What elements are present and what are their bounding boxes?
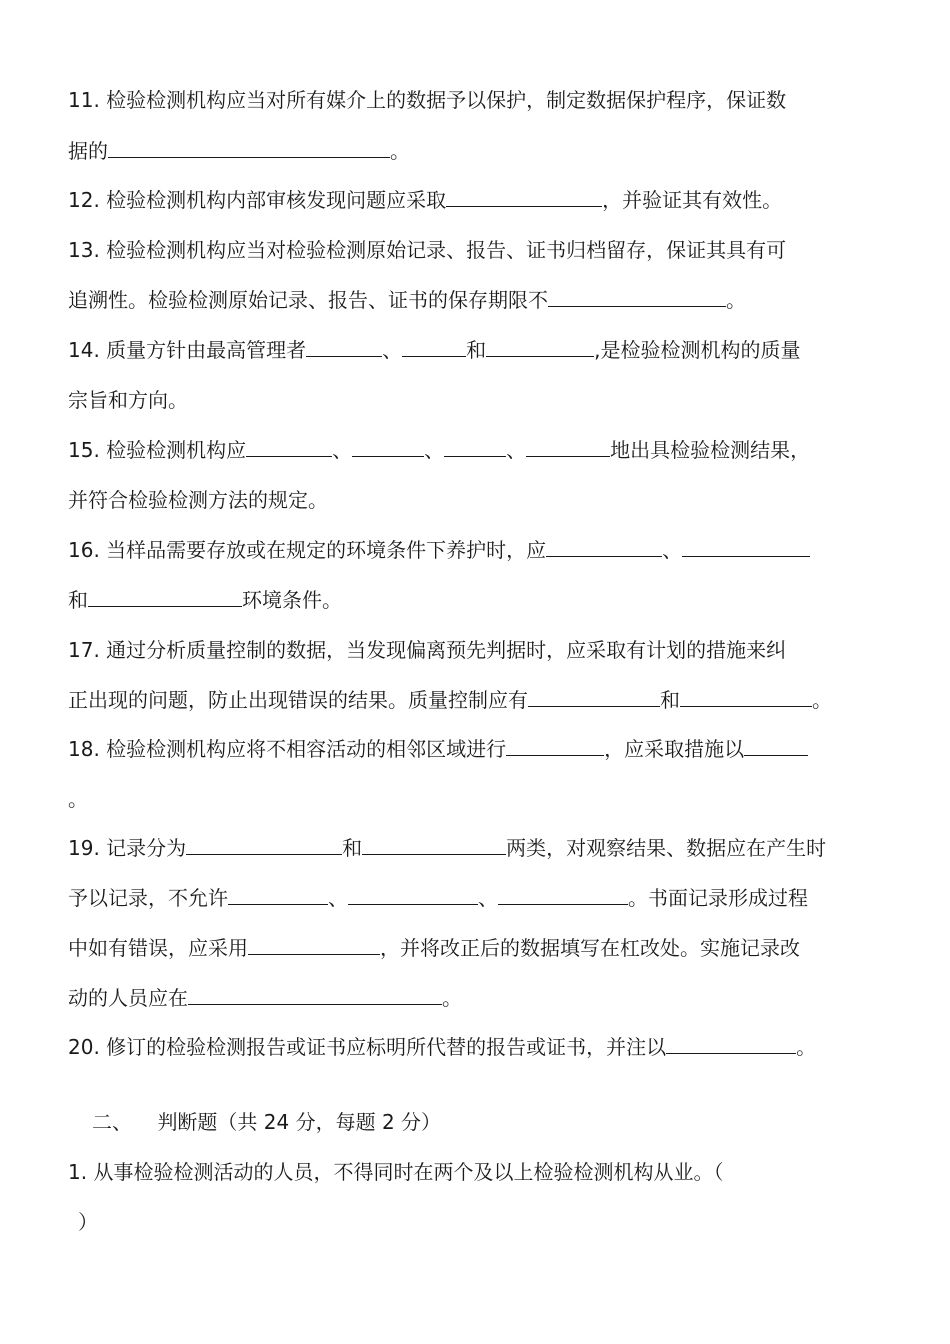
question-text: 质量方针由最高管理者 — [106, 338, 307, 362]
question-text: 、 — [424, 438, 445, 462]
section-2-heading — [92, 1108, 441, 1136]
question-text: 中如有错误，应采用 — [68, 936, 248, 960]
answer-blank[interactable] — [306, 336, 382, 357]
judgement-1-line-2 — [78, 1208, 98, 1236]
question-number: 17. — [68, 638, 100, 662]
question-text: 。 — [442, 986, 462, 1010]
question-text: 据的 — [68, 139, 108, 163]
question-text: ，并将改正后的数据填写在杠改处。实施记录改 — [380, 936, 800, 960]
answer-blank[interactable] — [744, 735, 808, 756]
question-text: 环境条件。 — [242, 588, 342, 612]
answer-blank[interactable] — [548, 286, 726, 307]
answer-blank[interactable] — [546, 536, 662, 557]
question-text: 检验检测机构应当对检验检测原始记录、报告、证书归档留存，保证其具有可 — [106, 238, 787, 262]
answer-blank[interactable] — [362, 834, 506, 855]
question-text: ，应采取措施以 — [604, 737, 745, 761]
question-19-line-4 — [68, 984, 462, 1012]
answer-paren: ） — [78, 1210, 98, 1234]
question-text: 。 — [796, 1035, 817, 1059]
question-16-line-1 — [68, 536, 810, 564]
question-text: 正出现的问题，防止出现错误的结果。质量控制应有 — [68, 688, 528, 712]
question-text: 。 — [726, 288, 746, 312]
answer-blank[interactable] — [402, 336, 466, 357]
question-text: 记录分为 — [106, 836, 187, 860]
question-13-line-2 — [68, 286, 746, 314]
question-15-line-2 — [68, 486, 328, 514]
question-number: 15. — [68, 438, 100, 462]
question-number: 13. — [68, 238, 100, 262]
answer-blank[interactable] — [248, 934, 380, 955]
question-11-line-2 — [68, 137, 410, 165]
question-text: 当样品需要存放或在规定的环境条件下养护时，应 — [106, 538, 547, 562]
answer-blank[interactable] — [108, 137, 390, 158]
question-text: 、 — [332, 438, 353, 462]
answer-blank[interactable] — [188, 984, 442, 1005]
answer-blank[interactable] — [506, 735, 604, 756]
question-text: 动的人员应在 — [68, 986, 188, 1010]
answer-blank[interactable] — [186, 834, 342, 855]
section-title: 判断题（共 24 分，每题 2 分） — [157, 1110, 442, 1134]
question-text: 从事检验检测活动的人员，不得同时在两个及以上检验检测机构从业。（ — [93, 1160, 724, 1184]
section-numeral: 二、 — [92, 1110, 132, 1134]
question-text: 、 — [506, 438, 527, 462]
answer-blank[interactable] — [528, 686, 660, 707]
question-text: 检验检测机构内部审核发现问题应采取 — [106, 188, 447, 212]
question-number: 11. — [68, 88, 100, 112]
question-19-line-2 — [68, 884, 808, 912]
question-18-line-1 — [68, 735, 808, 763]
question-text: 地出具检验检测结果， — [610, 438, 811, 462]
question-text: 和 — [68, 588, 88, 612]
question-19-line-1 — [68, 834, 826, 862]
answer-blank[interactable] — [444, 436, 506, 457]
question-17-line-2 — [68, 686, 832, 714]
answer-blank[interactable] — [348, 884, 478, 905]
question-text: 予以记录，不允许 — [68, 886, 228, 910]
answer-blank[interactable] — [680, 686, 812, 707]
question-text: 。书面记录形成过程 — [628, 886, 808, 910]
judgement-1-line-1 — [68, 1158, 723, 1186]
answer-blank[interactable] — [666, 1033, 796, 1054]
answer-blank[interactable] — [228, 884, 328, 905]
question-text: ,是检验检测机构的质量 — [594, 338, 801, 362]
question-number: 12. — [68, 188, 100, 212]
question-14-line-1 — [68, 336, 801, 364]
question-number: 14. — [68, 338, 100, 362]
question-text: 。 — [68, 787, 88, 811]
question-text: ，并验证其有效性。 — [602, 188, 783, 212]
question-19-line-3 — [68, 934, 800, 962]
answer-blank[interactable] — [498, 884, 628, 905]
question-20-line-1 — [68, 1033, 816, 1061]
question-text: 。 — [812, 688, 832, 712]
question-text: 检验检测机构应当对所有媒介上的数据予以保护，制定数据保护程序，保证数 — [106, 88, 787, 112]
question-text: 通过分析质量控制的数据，当发现偏离预先判据时，应采取有计划的措施来纠 — [106, 638, 787, 662]
answer-blank[interactable] — [486, 336, 594, 357]
question-16-line-2 — [68, 586, 342, 614]
answer-blank[interactable] — [246, 436, 332, 457]
question-text: 、 — [478, 886, 498, 910]
question-18-line-2 — [68, 785, 88, 813]
question-text: 和 — [660, 688, 680, 712]
question-number: 18. — [68, 737, 100, 761]
question-11-line-1 — [68, 86, 786, 114]
question-text: 两类，对观察结果、数据应在产生时 — [506, 836, 827, 860]
question-15-line-1 — [68, 436, 810, 464]
question-13-line-1 — [68, 236, 786, 264]
question-text: 检验检测机构应将不相容活动的相邻区域进行 — [106, 737, 507, 761]
answer-blank[interactable] — [526, 436, 610, 457]
question-text: 宗旨和方向。 — [68, 388, 188, 412]
question-12-line-1 — [68, 186, 782, 214]
answer-blank[interactable] — [682, 536, 810, 557]
answer-blank[interactable] — [446, 186, 602, 207]
question-number: 20. — [68, 1035, 100, 1059]
question-text: 、 — [382, 338, 403, 362]
question-number: 16. — [68, 538, 100, 562]
question-text: 并符合检验检测方法的规定。 — [68, 488, 328, 512]
question-text: 和 — [466, 338, 487, 362]
question-text: 、 — [662, 538, 683, 562]
question-number: 1. — [68, 1160, 88, 1184]
question-number: 19. — [68, 836, 100, 860]
question-17-line-1 — [68, 636, 786, 664]
question-text: 追溯性。检验检测原始记录、报告、证书的保存期限不 — [68, 288, 548, 312]
question-text: 和 — [342, 836, 363, 860]
question-text: 修订的检验检测报告或证书应标明所代替的报告或证书，并注以 — [106, 1035, 667, 1059]
answer-blank[interactable] — [88, 586, 242, 607]
question-14-line-2 — [68, 386, 188, 414]
question-text: 、 — [328, 886, 348, 910]
answer-blank[interactable] — [352, 436, 424, 457]
question-text: 。 — [390, 139, 410, 163]
question-text: 检验检测机构应 — [106, 438, 247, 462]
